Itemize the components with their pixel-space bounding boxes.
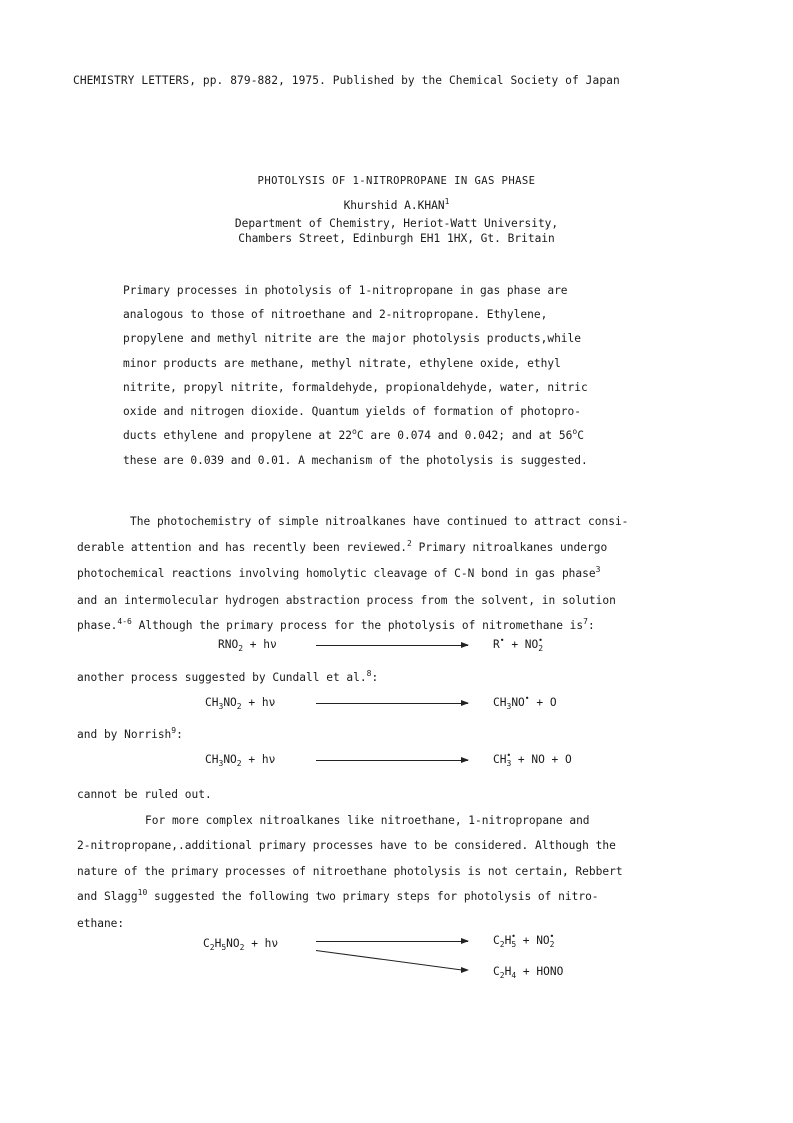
reaction-arrow-branch	[316, 950, 467, 971]
equation-2-products: $CH_3NO^• + O$	[493, 694, 557, 711]
equation-4-reactants: $C_2H_5NO_2 + h\nu$	[203, 937, 279, 952]
paragraph-complex	[77, 782, 623, 937]
abstract-line: nitrite, propyl nitrite, formaldehyde, propionaldehyde, water, nitric	[123, 380, 588, 394]
reaction-arrow	[316, 645, 468, 646]
body-line: and an intermolecular hydrogen abstraction process from the solvent, in solution	[77, 593, 616, 607]
journal-header: CHEMISTRY LETTERS, pp. 879-882, 1975. Published by the Chemical Society of Japan	[73, 74, 620, 87]
body-line: The photochemistry of simple nitroalkanes have continued to attract consi-	[130, 515, 629, 528]
body-line: photochemical reactions involving homolytic cleavage of C-N bond in gas phase$^3$	[77, 565, 601, 581]
affiliation	[0, 216, 793, 246]
abstract	[123, 279, 588, 474]
abstract-line: analogous to those of nitroethane and 2-nitropropane. Ethylene,	[123, 308, 548, 322]
body-line: derable attention and has recently been reviewed.$^2$ Primary nitroalkanes undergo	[77, 538, 608, 554]
equation-2-reactants: $CH_3NO_2 + h\nu$	[205, 696, 276, 711]
author-name: Khurshid A.KHAN	[343, 199, 445, 212]
equation-4-products-2: $C_2H_4$ + HONO	[493, 965, 564, 980]
body-line: and Slagg$^{10}$ suggested the following two primary steps for photolysis of nitro-	[77, 888, 599, 904]
author-line	[0, 199, 793, 212]
reaction-arrow	[316, 941, 468, 942]
equation-3-products: $CH_3^•$ + NO + O	[493, 751, 572, 768]
affiliation-line: Department of Chemistry, Heriot-Watt University,	[234, 217, 559, 230]
body-line: nature of the primary processes of nitroethane photolysis is not certain, Rebbert	[77, 864, 623, 878]
equation-1-products: $R^• + NO_2^•$	[493, 636, 544, 653]
paragraph-intro	[77, 509, 628, 640]
body-line: For more complex nitroalkanes like nitroethane, 1-nitropropane and	[145, 813, 590, 827]
abstract-line: minor products are methane, methyl nitrate, ethylene oxide, ethyl	[123, 356, 561, 370]
body-line: ethane:	[77, 916, 125, 930]
reaction-arrow-branch-head	[460, 970, 468, 971]
abstract-line: these are 0.039 and 0.01. A mechanism of the photolysis is suggested.	[123, 454, 588, 468]
equation-4-products-1: $C_2H_5^• + NO_2^•$	[493, 932, 555, 949]
reaction-arrow	[316, 760, 468, 761]
abstract-line: ducts ethylene and propylene at 22$^o$C are 0.074 and 0.042; and at 56$^o$C	[123, 427, 584, 443]
abstract-line: Primary processes in photolysis of 1-nitropropane in gas phase are	[123, 284, 568, 297]
affiliation-line: Chambers Street, Edinburgh EH1 1HX, Gt. Britain	[238, 232, 555, 245]
equation-1-reactants: $RNO_2 + h\nu$	[218, 638, 277, 653]
author-footnote-mark: 1	[444, 197, 450, 206]
body-line: 2-nitropropane,.additional primary processes have to be considered. Although the	[77, 839, 616, 853]
equation-3-reactants: $CH_3NO_2 + h\nu$	[205, 753, 276, 768]
body-line: phase.$^{4-6}$ Although the primary process for the photolysis of nitromethane $is^7$:	[77, 617, 595, 633]
abstract-line: propylene and methyl nitrite are the major photolysis products,while	[123, 332, 582, 346]
reaction-arrow	[316, 703, 468, 704]
body-line: another process suggested by Cundall et al.$^8$:	[77, 669, 379, 684]
abstract-line: oxide and nitrogen dioxide. Quantum yields of formation of photopro-	[123, 405, 582, 419]
paper-title: PHOTOLYSIS OF 1-NITROPROPANE IN GAS PHASE	[257, 175, 536, 187]
body-line: cannot be ruled out.	[77, 788, 212, 801]
body-line: and by Norrish$^9$:	[77, 726, 183, 741]
